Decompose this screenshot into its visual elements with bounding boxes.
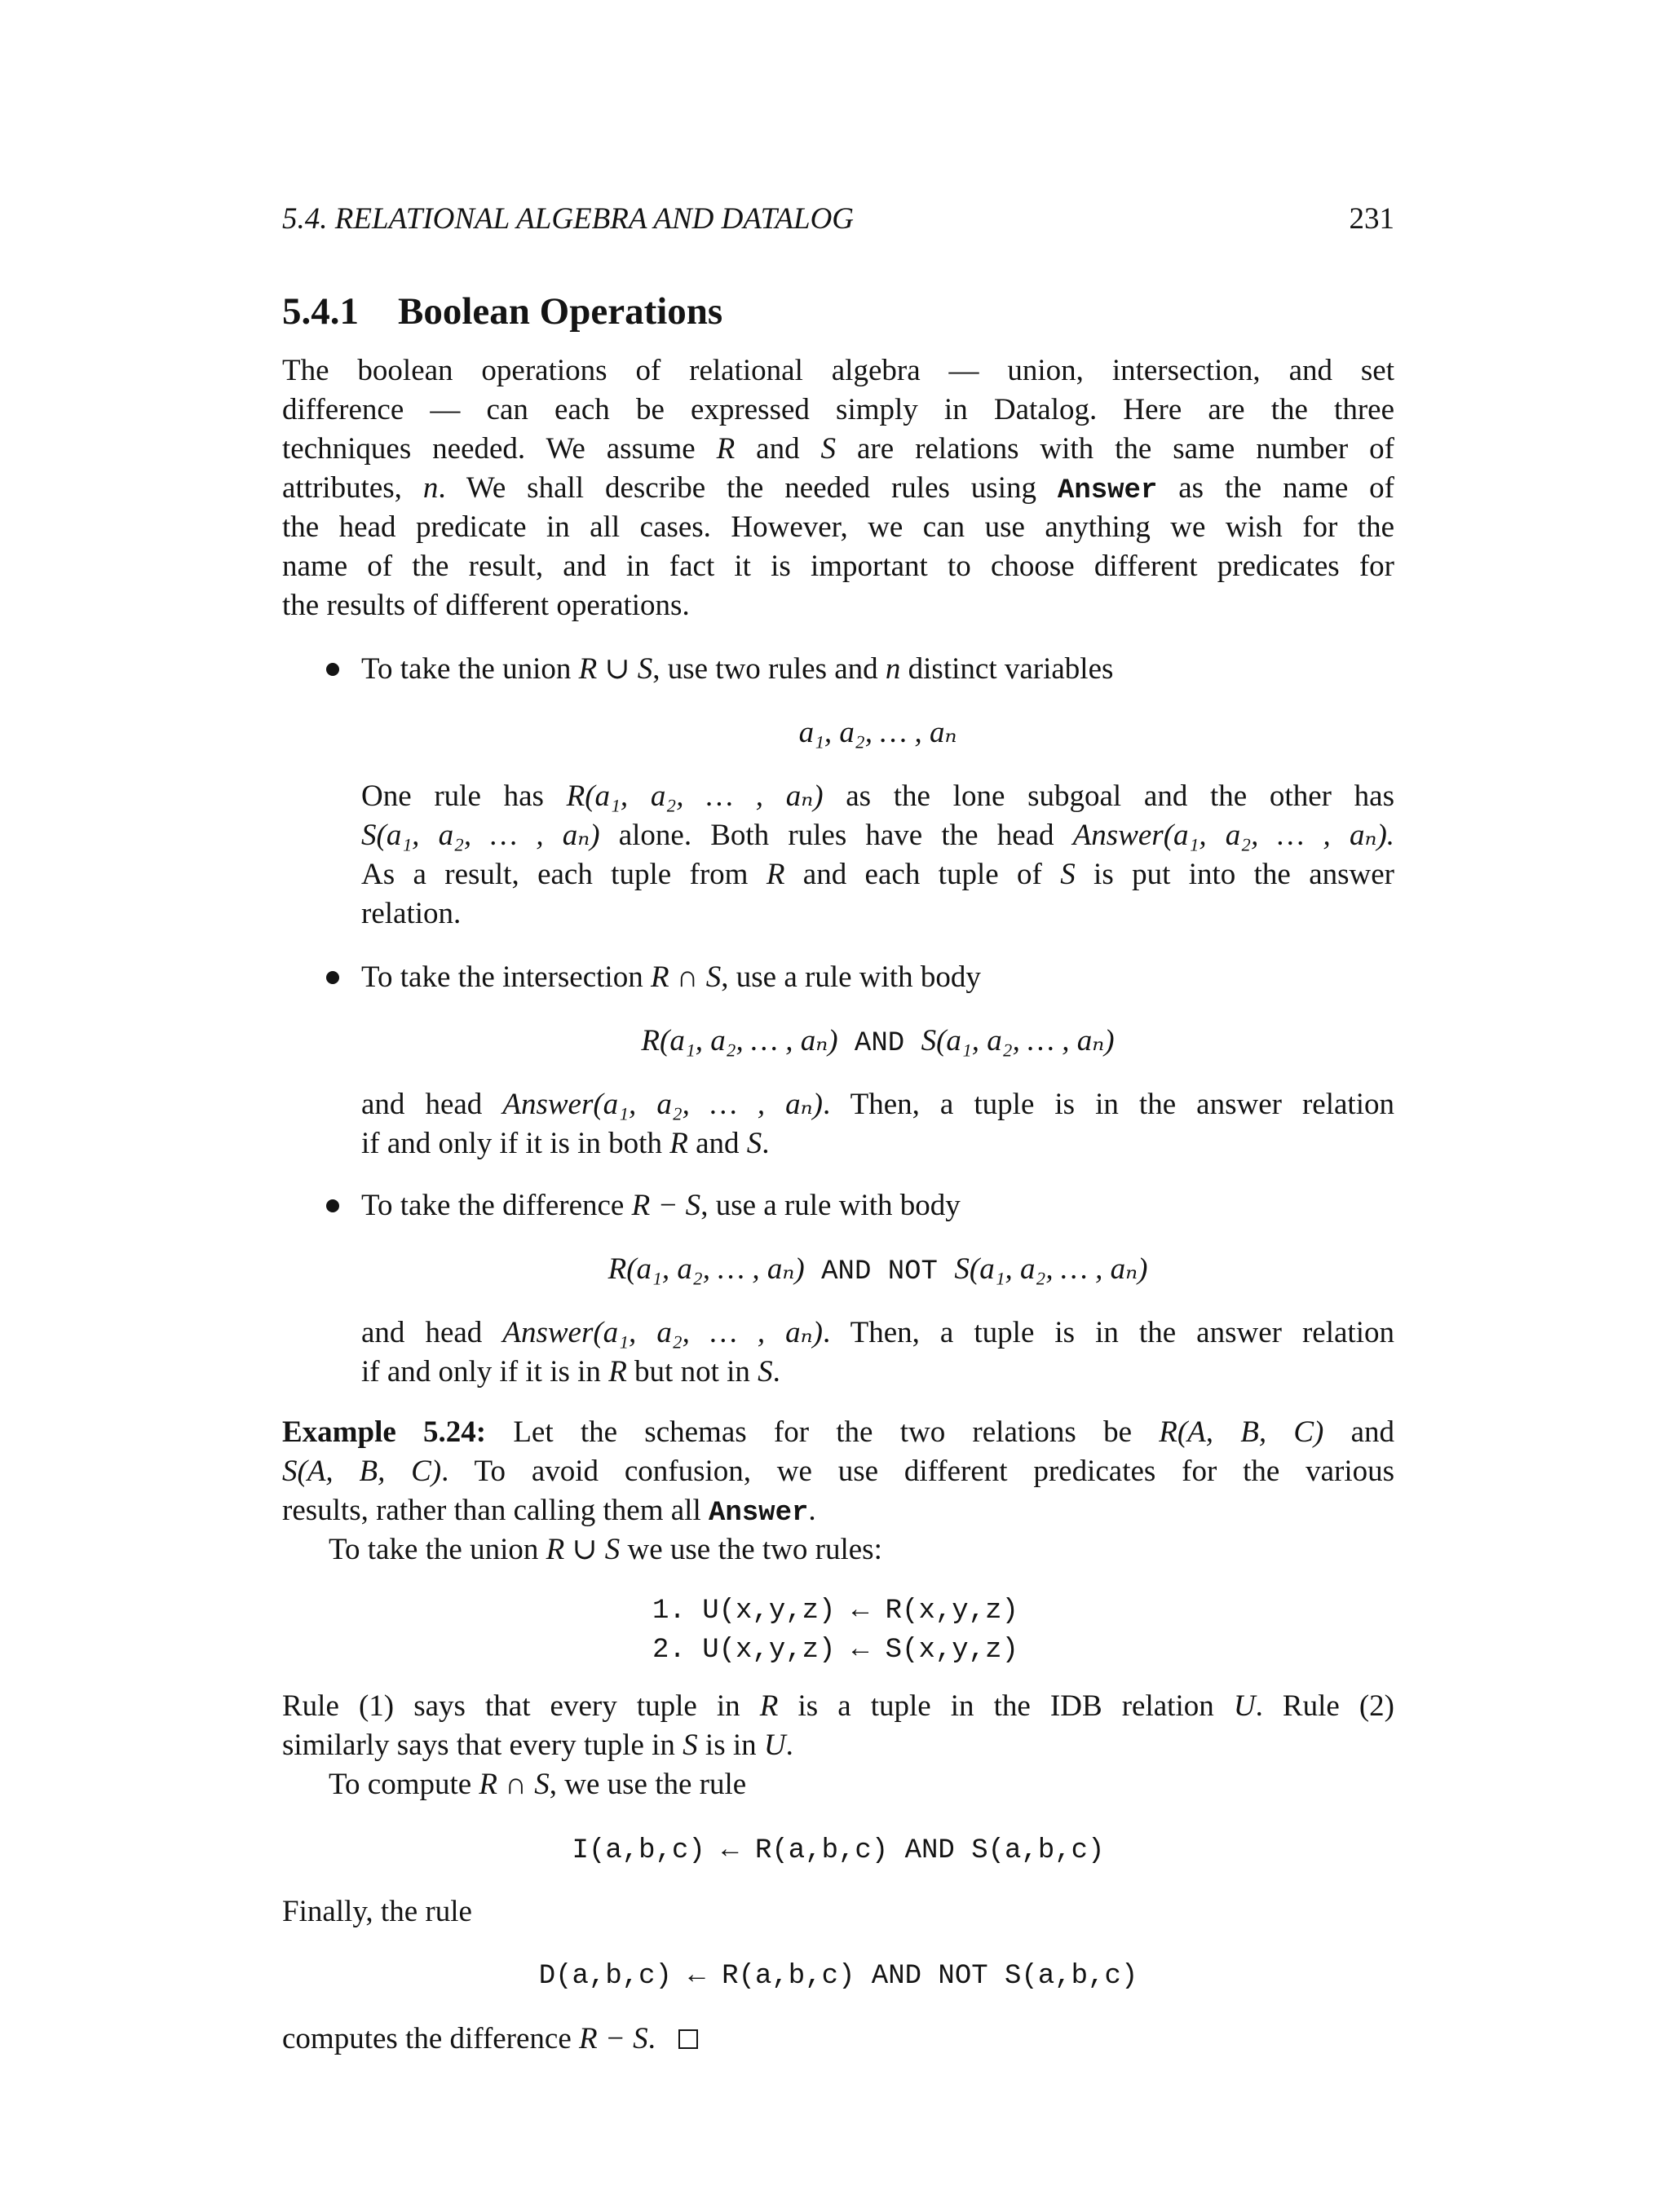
- text: as the lone subgoal and the other has: [823, 779, 1394, 813]
- intersection-para-line-2: [361, 1124, 1394, 1163]
- text: .: [785, 1729, 793, 1762]
- intro-line-7: the results of different operations.: [282, 589, 690, 622]
- text: and: [1323, 1415, 1394, 1449]
- text: is in: [697, 1729, 764, 1762]
- math-u: U: [763, 1729, 786, 1762]
- intersection-line-1: [361, 958, 1394, 997]
- union-para-line-2: [361, 816, 1394, 855]
- text: we use the two rules:: [620, 1533, 882, 1566]
- text: . Then, a tuple is in the answer relation: [823, 1316, 1394, 1349]
- math-intersection: R ∩ S: [650, 960, 722, 994]
- text: and: [735, 432, 821, 466]
- text: and head: [361, 1088, 503, 1121]
- math-answer-head: Answer(a₁, a₂, … , aₙ): [502, 1316, 823, 1349]
- text: computes the difference: [282, 2022, 580, 2055]
- math-s-tuple: S(a₁, a₂, … , aₙ): [954, 1252, 1148, 1286]
- bullet-icon: [326, 663, 339, 676]
- text: To take the union: [361, 652, 579, 686]
- text: To take the difference: [361, 1189, 632, 1222]
- text: . Then, a tuple is in the answer relation: [823, 1088, 1394, 1121]
- math-u: U: [1233, 1689, 1256, 1723]
- math-s: S: [820, 432, 837, 466]
- math-r: R: [716, 432, 736, 466]
- text: as the name of: [1157, 471, 1394, 505]
- intersection-body-formula: [361, 1022, 1394, 1063]
- union-rule-2: [652, 1628, 1018, 1670]
- text: , use two rules and: [652, 652, 886, 686]
- math-union: R ∪ S: [546, 1533, 621, 1566]
- math-s: S: [1060, 858, 1076, 891]
- intro-line-5: the head predicate in all cases. However, we can use anything we wish for the: [282, 510, 1394, 544]
- example-line-8: Finally, the rule: [282, 1895, 472, 1928]
- text: distinct variables: [900, 652, 1114, 686]
- math-s-schema: S(A, B, C): [282, 1455, 442, 1488]
- text: .: [808, 1494, 816, 1527]
- text: are relations with the same number of: [836, 432, 1394, 466]
- intro-line-3: [282, 430, 1394, 469]
- section-heading: [282, 289, 722, 334]
- math-s: S: [758, 1355, 773, 1389]
- text: . To avoid confusion, we use different predicates for the various: [441, 1455, 1394, 1488]
- text: . Rule (2): [1255, 1689, 1395, 1723]
- text: To compute: [329, 1768, 479, 1801]
- text: techniques needed. We assume: [282, 432, 717, 466]
- math-s: S: [746, 1127, 762, 1160]
- difference-para-line-2: [361, 1353, 1394, 1392]
- example-line-2: [282, 1452, 1394, 1491]
- text: To take the union: [329, 1533, 546, 1566]
- math-r: R: [766, 858, 785, 891]
- union-variables: a₁, a₂, … , aₙ: [798, 716, 957, 749]
- math-r: R: [759, 1689, 779, 1723]
- code-and: AND: [837, 1028, 921, 1059]
- union-para-line-1: [361, 777, 1394, 816]
- text: if and only if it is in both: [361, 1127, 670, 1160]
- example-line-5: [282, 1687, 1394, 1726]
- text: if and only if it is in: [361, 1355, 609, 1389]
- section-title: Boolean Operations: [398, 290, 723, 333]
- text: Let the schemas for the two relations be: [486, 1415, 1160, 1449]
- math-r: R: [669, 1127, 688, 1160]
- code-rule: 1. U(x,y,z) ← R(x,y,z): [652, 1596, 1018, 1627]
- intersection-rule: [282, 1829, 1394, 1870]
- text: alone. Both rules have the head: [599, 819, 1073, 852]
- intro-line-1: The boolean operations of relational algebra — union, intersection, and set: [282, 354, 1394, 387]
- text: .: [762, 1127, 770, 1160]
- text: similarly says that every tuple in: [282, 1729, 683, 1762]
- example-line-6: [282, 1726, 1394, 1765]
- union-para-line-3: [361, 855, 1394, 894]
- math-r-tuple: R(a₁, a₂, … , aₙ): [566, 779, 824, 813]
- text: and each tuple of: [784, 858, 1061, 891]
- code-rule: I(a,b,c) ← R(a,b,c) AND S(a,b,c): [572, 1835, 1105, 1866]
- difference-line-1: [361, 1186, 1394, 1225]
- qed-square-icon: [678, 2029, 698, 2049]
- math-answer-head: Answer(a₁, a₂, … , aₙ).: [1072, 819, 1395, 852]
- text: and head: [361, 1316, 503, 1349]
- code-rule: D(a,b,c) ← R(a,b,c) AND NOT S(a,b,c): [538, 1961, 1138, 1992]
- text: is a tuple in the IDB relation: [778, 1689, 1234, 1723]
- math-difference: R − S: [579, 2022, 648, 2055]
- section-number: 5.4.1: [282, 290, 359, 333]
- example-line-4: [329, 1530, 1394, 1570]
- math-r-tuple: R(a₁, a₂, … , aₙ): [607, 1252, 805, 1286]
- union-line-1: [361, 650, 1394, 689]
- math-r-tuple: R(a₁, a₂, … , aₙ): [641, 1024, 838, 1057]
- code-rule: 2. U(x,y,z) ← S(x,y,z): [652, 1635, 1018, 1666]
- math-answer-head: Answer(a₁, a₂, … , aₙ): [502, 1088, 823, 1121]
- text: .: [772, 1355, 780, 1389]
- text: attributes,: [282, 471, 423, 505]
- math-s-tuple: S(a₁, a₂, … , aₙ): [921, 1024, 1115, 1057]
- difference-para-line-1: [361, 1314, 1394, 1353]
- text: , use a rule with body: [700, 1189, 961, 1222]
- page-number: 231: [1349, 202, 1394, 236]
- example-label: Example 5.24:: [282, 1415, 487, 1449]
- intro-line-2: difference — can each be expressed simply in Datalog. Here are the three: [282, 393, 1394, 426]
- difference-body-formula: [361, 1250, 1394, 1291]
- code-answer: Answer: [708, 1498, 809, 1529]
- union-rule-1: [652, 1589, 1018, 1631]
- example-line-9: [282, 2020, 1394, 2059]
- text: is put into the answer: [1075, 858, 1394, 891]
- text: results, rather than calling them all: [282, 1494, 709, 1527]
- union-para-line-4: relation.: [361, 897, 462, 930]
- text: and: [687, 1127, 747, 1160]
- example-line-7: [329, 1765, 1394, 1804]
- text: .: [647, 2022, 656, 2055]
- example-line-1: [282, 1413, 1394, 1452]
- intro-line-6: name of the result, and in fact it is important to choose different predicates for: [282, 550, 1394, 583]
- math-intersection: R ∩ S: [479, 1768, 550, 1801]
- math-s-tuple: S(a₁, a₂, … , aₙ): [361, 819, 600, 852]
- math-n: n: [885, 652, 901, 686]
- running-header: 5.4. RELATIONAL ALGEBRA AND DATALOG: [282, 202, 855, 236]
- intersection-para-line-1: [361, 1085, 1394, 1124]
- math-union: R ∪ S: [578, 652, 653, 686]
- text: , we use the rule: [549, 1768, 747, 1801]
- bullet-icon: [326, 971, 339, 984]
- text: One rule has: [361, 779, 567, 813]
- text: . We shall describe the needed rules using: [438, 471, 1058, 505]
- text: but not in: [626, 1355, 758, 1389]
- math-n: n: [422, 471, 439, 505]
- text: To take the intersection: [361, 960, 651, 994]
- difference-rule: [282, 1954, 1394, 1996]
- text: As a result, each tuple from: [361, 858, 767, 891]
- code-and-not: AND NOT: [804, 1256, 955, 1287]
- text: , use a rule with body: [721, 960, 981, 994]
- code-answer: Answer: [1057, 475, 1158, 506]
- math-s: S: [683, 1729, 698, 1762]
- math-r-schema: R(A, B, C): [1159, 1415, 1324, 1449]
- math-difference: R − S: [631, 1189, 701, 1222]
- math-r: R: [608, 1355, 627, 1389]
- intro-line-4: [282, 469, 1394, 510]
- text: Rule (1) says that every tuple in: [282, 1689, 760, 1723]
- example-line-3: [282, 1491, 1394, 1533]
- bullet-icon: [326, 1199, 339, 1212]
